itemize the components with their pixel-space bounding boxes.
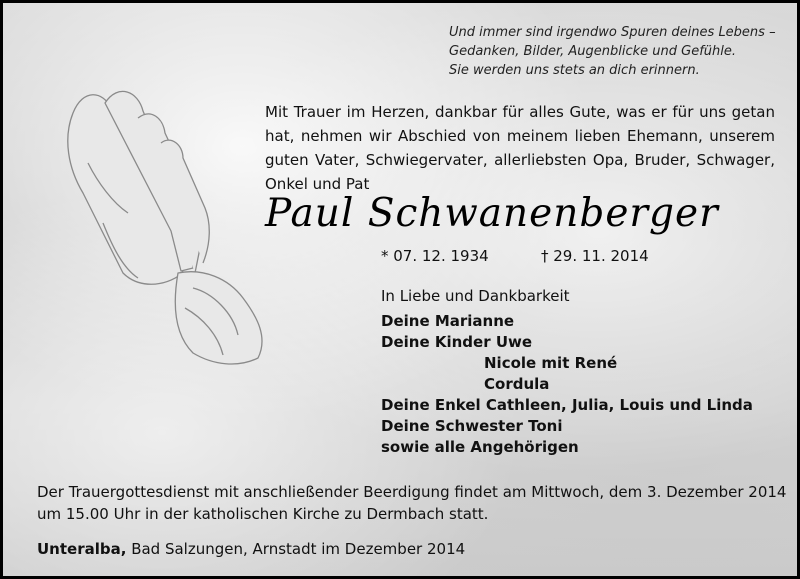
mourner-line: Deine Marianne (381, 312, 515, 330)
motto-line: Gedanken, Bilder, Augenblicke und Gefühle. (449, 44, 737, 59)
mourner-line: Deine Schwester Toni (381, 417, 563, 435)
place-town: Unteralba, (37, 540, 127, 558)
mourners-list (381, 311, 753, 458)
mourner-line: Nicole mit René (484, 354, 618, 372)
motto-line: Und immer sind irgendwo Spuren deines Lebens – (449, 25, 776, 40)
service-info (37, 481, 787, 525)
birth-date: * 07. 12. 1934 (381, 247, 489, 265)
motto-line: Sie werden uns stets an dich erinnern. (449, 63, 700, 78)
mourner-line: Deine Kinder Uwe (381, 333, 533, 351)
mourner-line: Cordula (484, 375, 550, 393)
praying-hands-icon (43, 73, 283, 373)
love-line: In Liebe und Dankbarkeit (381, 287, 570, 305)
death-date: † 29. 11. 2014 (541, 247, 649, 265)
place-and-date (37, 540, 465, 558)
motto-verse (449, 23, 779, 80)
service-line: um 15.00 Uhr in der katholischen Kirche zu Dermbach statt. (37, 505, 489, 523)
mourner-line: sowie alle Angehörigen (381, 438, 579, 456)
service-line: Der Trauergottesdienst mit anschließender Beerdigung findet am Mittwoch, dem 3. Dezember 2014 (37, 483, 787, 501)
deceased-name: Paul Schwanenberger (265, 191, 719, 236)
place-rest: Bad Salzungen, Arnstadt im Dezember 2014 (126, 540, 466, 558)
intro-paragraph: Mit Trauer im Herzen, dankbar für alles Gute, was er für uns getan hat, nehmen wir Abschied von meinem lieben Ehemann, unserem guten Vater, Schwiegervater, allerliebsten Opa, Bruder, Schwager, Onkel und Pat (265, 103, 775, 193)
mourner-line: Deine Enkel Cathleen, Julia, Louis und Linda (381, 396, 753, 414)
